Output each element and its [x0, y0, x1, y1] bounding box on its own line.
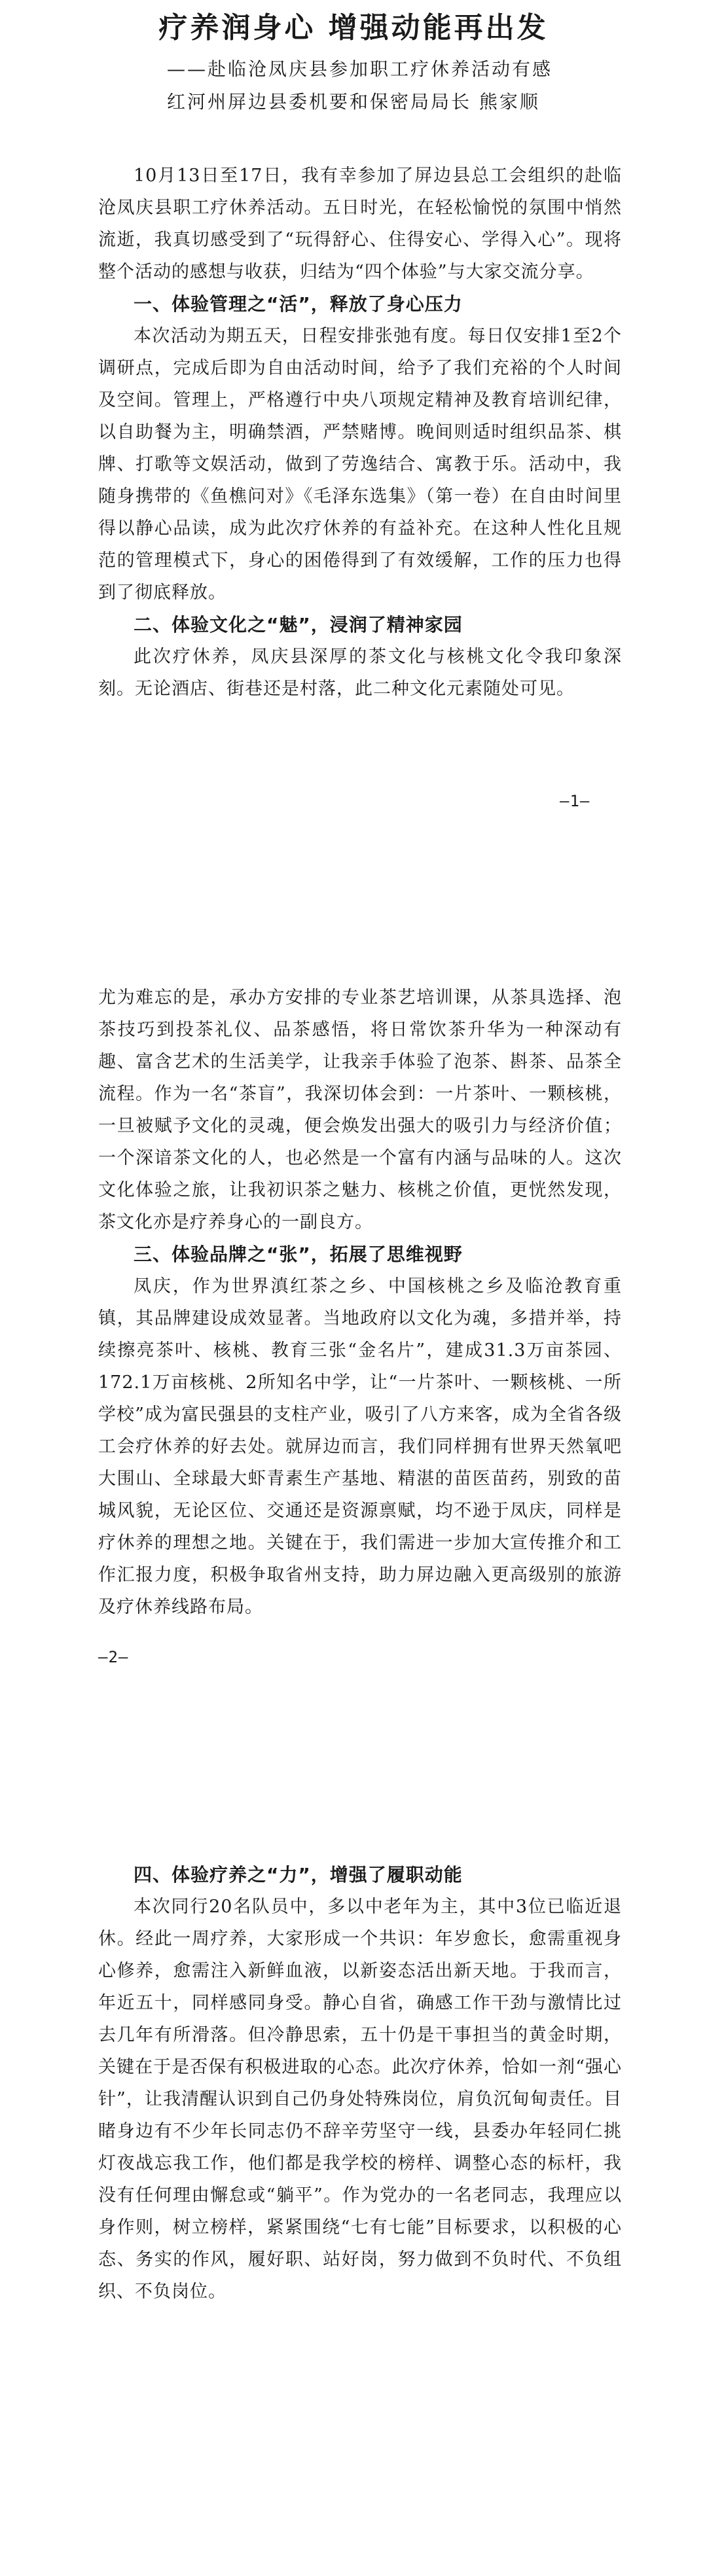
page-1 — [0, 0, 707, 851]
page-3-body — [98, 1859, 622, 2308]
intro-paragraph: 10月13日至17日，我有幸参加了屏边县总工会组织的赴临沧凤庆县职工疗休养活动。五日时光，在轻松愉悦的氛围中悄然流逝，我真切感受到了“玩得舒心、住得安心、学得入心”。现将整个活动的感想与收获，归结为“四个体验”与大家交流分享。 — [98, 166, 622, 282]
page-number-2: —2— — [98, 1648, 129, 1666]
document-subtitle: ——赴临沧凤庆县参加职工疗休养活动有感 — [167, 58, 553, 80]
section-3-paragraph: 凤庆，作为世界滇红茶之乡、中国核桃之乡及临沧教育重镇，其品牌建设成效显著。当地政府以文化为魂，多措并举，持续擦亮茶叶、核桃、教育三张“金名片”，建成31.3万亩茶园、172.1万亩核桃、2所知名中学，让“一片茶叶、一颗核桃、一所学校”成为富民强县的支柱产业，吸引了八方来客，成为全省各级工会疗休养的好去处。就屏边而言，我们同样拥有世界天然氧吧大围山、全球最大虾青素生产基地、精湛的苗医苗药，别致的苗城风貌，无论区位、交通还是资源禀赋，均不逊于凤庆，同样是疗休养的理想之地。关键在于，我们需进一步加大宣传推介和工作汇报力度，积极争取省州支持，助力屏边融入更高级别的旅游及疗休养线路布局。 — [98, 1276, 622, 1617]
page-2-body — [98, 982, 622, 1623]
page-1-body — [98, 160, 622, 705]
page-number-1: —1— — [560, 792, 590, 810]
page-2 — [0, 851, 707, 1695]
section-1-paragraph: 本次活动为期五天，日程安排张弛有度。每日仅安排1至2个调研点，完成后即为自由活动时间，给予了我们充裕的个人时间及空间。管理上，严格遵行中央八项规定精神及教育培训纪律，以自助餐为主，明确禁酒，严禁赌博。晚间则适时组织品茶、棋牌、打歌等文娱活动，做到了劳逸结合、寓教于乐。活动中，我随身携带的《鱼樵问对》《毛泽东选集》（第一卷）在自由时间里得以静心品读，成为此次疗休养的有益补充。在这种人性化且规范的管理模式下，身心的困倦得到了有效缓解，工作的压力也得到了彻底释放。 — [98, 326, 622, 603]
section-2-continued-paragraph: 尤为难忘的是，承办方安排的专业茶艺培训课，从茶具选择、泡茶技巧到投茶礼仪、品茶感悟，将日常饮茶升华为一种深动有趣、富含艺术的生活美学，让我亲手体验了泡茶、斟茶、品茶全流程。作为一名“茶盲”，我深切体会到：一片茶叶、一颗核桃，一旦被赋予文化的灵魂，便会焕发出强大的吸引力与经济价值；一个深谙茶文化的人，也必然是一个富有内涵与品味的人。这次文化体验之旅，让我初识茶之魅力、核桃之价值，更恍然发现，茶文化亦是疗养身心的一副良方。 — [98, 988, 622, 1232]
page-3 — [0, 1695, 707, 2576]
section-heading-1: 一、体验管理之“活”，释放了身心压力 — [134, 293, 463, 315]
section-heading-3: 三、体验品牌之“张”，拓展了思维视野 — [134, 1243, 463, 1265]
document-title: 疗养润身心 增强动能再出发 — [158, 11, 549, 45]
section-2-paragraph: 此次疗休养，凤庆县深厚的茶文化与核桃文化令我印象深刻。无论酒店、街巷还是村落，此二种文化元素随处可见。 — [98, 647, 622, 699]
document-author: 红河州屏边县委机要和保密局局长 熊家顺 — [167, 91, 540, 113]
section-4-paragraph: 本次同行20名队员中，多以中老年为主，其中3位已临近退休。经此一周疗养，大家形成一个共识：年岁愈长，愈需重视身心修养，愈需注入新鲜血液，以新姿态活出新天地。于我而言，年近五十，同样感同身受。静心自省，确感工作干劲与激情比过去几年有所滑落。但冷静思索，五十仍是干事担当的黄金时期，关键在于是否保有积极进取的心态。此次疗休养，恰如一剂“强心针”，让我清醒认识到自己仍身处特殊岗位，肩负沉甸甸责任。目睹身边有不少年长同志仍不辞辛劳坚守一线，县委办年轻同仁挑灯夜战忘我工作，他们都是我学校的榜样、调整心态的标杆，我没有任何理由懈怠或“躺平”。作为党办的一名老同志，我理应以身作则，树立榜样，紧紧围绕“七有七能”目标要求，以积极的心态、务实的作风，履好职、站好岗，努力做到不负时代、不负组织、不负岗位。 — [98, 1897, 622, 2302]
section-heading-4: 四、体验疗养之“力”，增强了履职动能 — [134, 1864, 463, 1886]
section-heading-2: 二、体验文化之“魅”，浸润了精神家园 — [134, 614, 463, 635]
